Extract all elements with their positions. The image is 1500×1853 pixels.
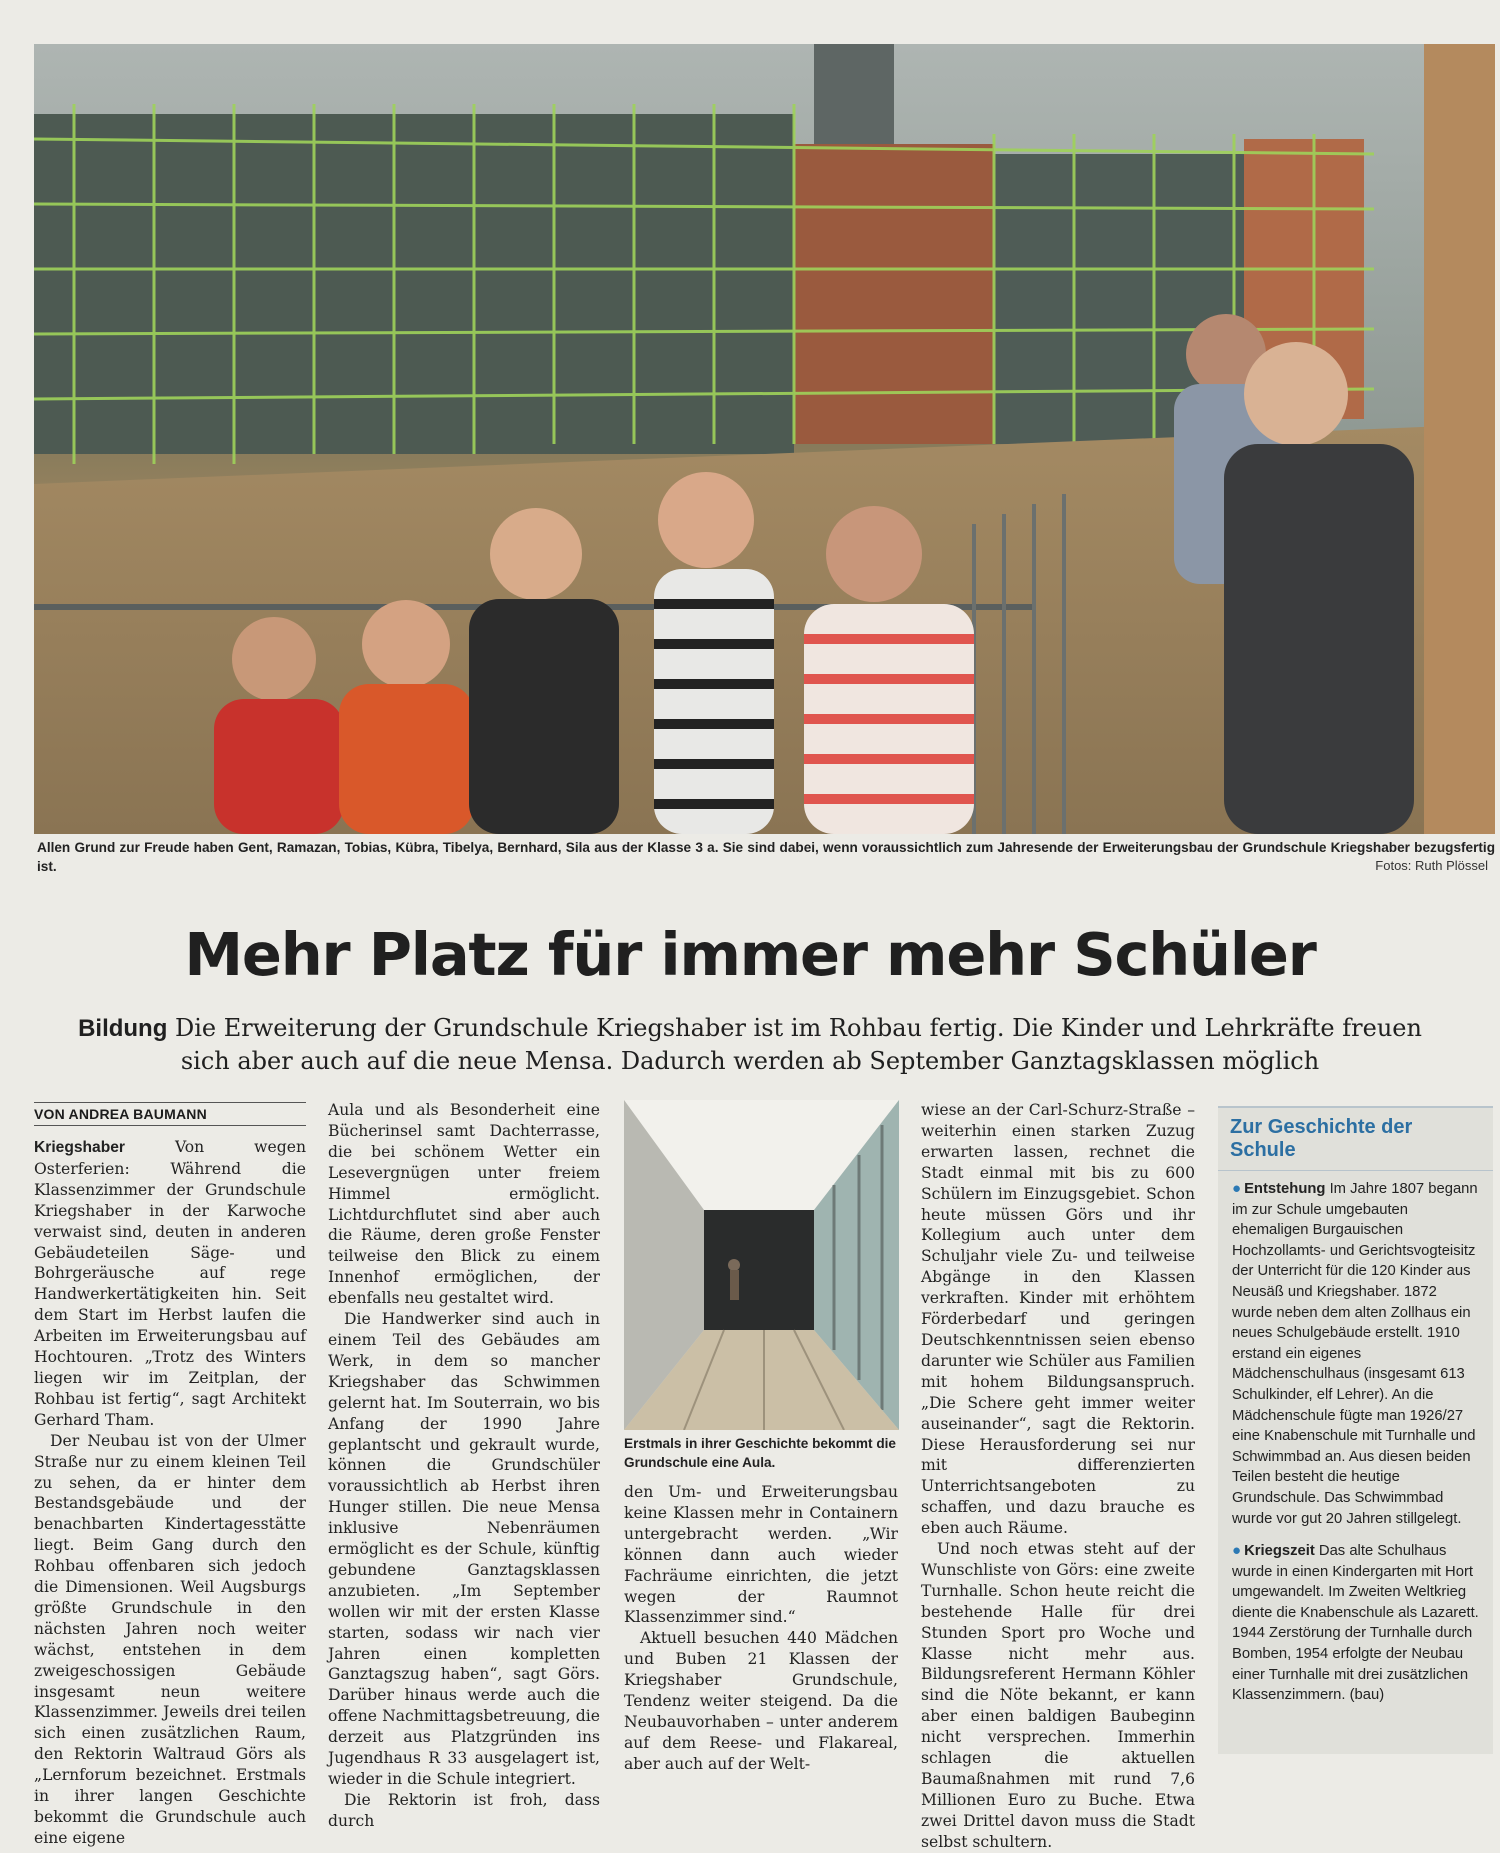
construction-site-photo (34, 44, 1495, 834)
paragraph: wiese an der Carl-Schurz-Straße – weiterhin einen starken Zuzug erwarten lassen, rechnet die Stadt einmal mit bis zu 600 Schülern im Einzugsgebiet. Schon heute müssen Görs und ihr Kollegium auch unter dem Schuljahr viele Zu- und teilweise Abgänge in den Klassen verkraften. Kinder mit erhöhtem Förderbedarf und geringen Deutschkenntnissen seien ebenso darunter wie Schüler aus Familien mit hohem Bildungsanspruch. „Die Schere geht immer weiter auseinander“, sagt die Rektorin. Diese Herausforderung sei nur mit differenzierten Unterrichtsangeboten zu schaffen, und dazu brauche es eben auch Räume. (921, 1101, 1195, 1538)
aula-photo-caption: Erstmals in ihrer Geschichte bekommt die Grundschule eine Aula. (624, 1436, 896, 1470)
paragraph: Und noch etwas steht auf der Wunschliste von Görs: eine zweite Turnhalle. Schon heute reicht die bestehende Halle für drei Stunden Sport pro Woche und Klasse nicht mehr aus. Bildungsreferent Hermann Köhler sind die Nöte bekannt, er kann aber einen baldigen Baubeginn nicht versprechen. Immerhin schlagen die aktuellen Baumaßnahmen mit rund 7,6 Millionen Euro zu Buche. Etwa zwei Drittel davon muss die Stadt selbst schultern. (921, 1540, 1195, 1851)
sidebar-text: Das alte Schulhaus wurde in einen Kindergarten mit Hort umgewandelt. Im Zweiten Weltkrieg diente die Knabenschule als Lazarett. 1944 Zerstörung der Turnhalle durch Bomben, 1954 erfolgte der Neubau einer Turnhalle mit drei zusätzlichen Klassenzimmern. (bau) (1232, 1543, 1479, 1704)
deck-kicker: Bildung (78, 1015, 168, 1042)
sidebar-item (1232, 1179, 1479, 1529)
paragraph: Aktuell besuchen 440 Mädchen und Buben 21 Klassen der Kriegshaber Grundschule, Tendenz weiter steigend. Da die Neubauvorhaben – unter anderem auf dem Reese- und Flakareal, aber auch auf der Welt- (624, 1629, 898, 1773)
aula-hallway-photo (624, 1100, 899, 1430)
aula-photo (624, 1100, 899, 1430)
paragraph-text: Von wegen Osterferien: Während die Klassenzimmer der Grundschule Kriegshaber in der Karwoche verwaist sind, deuten in anderen Gebäudeteilen Säge- und Bohrgeräusche auf rege Handwerkertätigkeiten hin. Seit dem Start im Herbst laufen die Arbeiten im Erweiterungsbau auf Hochtouren. „Trotz des Winters liegen wir im Zeitplan, der Rohbau ist fertig“, sagt Architekt Gerhard Tham. (34, 1138, 306, 1429)
paragraph: Der Neubau ist von der Ulmer Straße nur zu einem kleinen Teil zu sehen, da er hinter dem Bestandsgebäude und der benachbarten Kindertagesstätte liegt. Beim Gang durch den Rohbau offenbaren sich jedoch die Dimensionen. Weil Augsburgs größte Grundschule in den nächsten Jahren noch weiter wächst, entstehen in dem zweigeschossigen Gebäude insgesamt neun weitere Klassenzimmer. Jeweils drei teilen sich einen zusätzlichen Raum, den Rektorin Waltraud Görs als „Lernforum bezeichnet. Erstmals in ihrer langen Geschichte bekommt die Grundschule auch eine eigene (34, 1431, 306, 1847)
sidebar-body (1218, 1171, 1493, 1706)
article-column-1 (34, 1137, 306, 1849)
headline: Mehr Platz für immer mehr Schüler (184, 920, 1316, 989)
sidebar-term: Kriegszeit (1244, 1543, 1315, 1560)
sidebar-term: Entstehung (1244, 1181, 1326, 1197)
paragraph: Die Rektorin ist froh, dass durch (328, 1790, 600, 1830)
sidebar-item (1232, 1541, 1479, 1706)
deck-text: Die Erweiterung der Grundschule Kriegshaber ist im Rohbau fertig. Die Kinder und Lehrkräfte freuen sich aber auch auf die neue Mensa. Dadurch werden ab September Ganztagsklassen möglich (167, 1014, 1422, 1075)
sidebar-title: Zur Geschichte der Schule (1218, 1108, 1493, 1171)
byline: VON ANDREA BAUMANN (34, 1102, 306, 1126)
paragraph (34, 1137, 306, 1431)
bullet-icon: ● (1232, 1180, 1242, 1197)
paragraph: Die Handwerker sind auch in einem Teil des Gebäudes am Werk, in dem so mancher Kriegshaber das Schwimmen gelernt hat. Im Souterrain, wo bis Anfang der 1990 Jahre geplantscht und gekrault wurde, können die Grundschüler voraussichtlich ab Herbst ihren Hunger stillen. Die neue Mensa inklusive Nebenräumen ermöglicht es der Schule, künftig gebundene Ganztagsklassen anzubieten. „Im September wollen wir mit der ersten Klasse starten, sodass wir nach vier Jahren einen kompletten Ganztagszug haben“, sagt Görs. Darüber hinaus werde auch die offene Nachmittagsbetreuung, die derzeit aus Platzgründen ins Jugendhaus R 33 ausgelagert ist, wieder in die Schule integriert. (328, 1310, 600, 1788)
deck (70, 1012, 1430, 1078)
sidebar-text: Im Jahre 1807 begann im zur Schule umgebauten ehemaligen Burgauischen Hochzollamts- und Gerichtsvogteisitz der Unterricht für die 120 Kinder aus Neusäß und Kriegshaber. 1872 wurde neben dem alten Zollhaus ein neues Schulgebäude erstellt. 1910 erstand ein eigenes Mädchenschulhaus (insgesamt 613 Schulkinder, elf Lehrer). An die Mädchenschule fügte man 1926/27 eine Knabenschule mit Turnhalle und Schwimmbad an. Aus diesen beiden Teilen besteht die heutige Grundschule. Das Schwimmbad wurde vor gut 20 Jahren stillgelegt. (1232, 1181, 1478, 1527)
article-column-4 (921, 1100, 1195, 1853)
article-column-3 (624, 1482, 898, 1775)
main-photo-caption: Allen Grund zur Freude haben Gent, Ramazan, Tobias, Kübra, Tibelya, Bernhard, Sila aus der Klasse 3 a. Sie sind dabei, wenn voraussichtlich zum Jahresende der Erweiterungsbau der Grundschule Kriegshaber bezugsfertig ist. (37, 840, 1495, 874)
bullet-icon: ● (1232, 1542, 1242, 1560)
main-photo (34, 44, 1495, 834)
paragraph: Aula und als Besonderheit eine Bücherinsel samt Dachterrasse, die bei schönem Wetter ein Lesevergnügen unter freiem Himmel ermöglicht. Lichtdurchflutet sind aber auch die Räume, deren große Fenster teilweise den Blick zu einem Innenhof ermöglichen, der ebenfalls neu gestaltet wird. (328, 1101, 600, 1308)
dateline: Kriegshaber (34, 1139, 125, 1156)
paragraph: den Um- und Erweiterungsbau keine Klassen mehr in Containern untergebracht werden. „Wir können dann auch wieder Fachräume einrichten, die jetzt wegen der Raumnot Klassenzimmer sind.“ (624, 1483, 898, 1627)
photo-credit: Fotos: Ruth Plössel (1375, 858, 1488, 873)
history-sidebar (1218, 1106, 1493, 1754)
article-column-2 (328, 1100, 600, 1832)
